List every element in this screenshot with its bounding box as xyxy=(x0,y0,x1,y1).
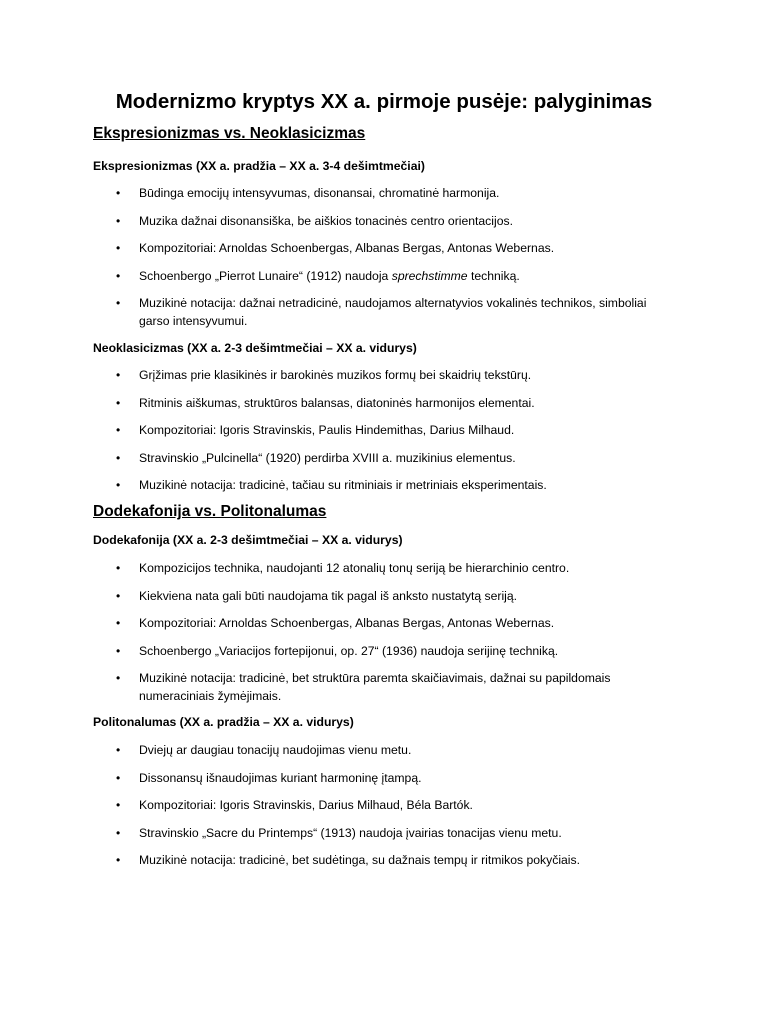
list-item-text: Muzikinė notacija: dažnai netradicinė, naudojamos alternatyvios vokalinės technikos, simboliai garso intensyvumui. xyxy=(139,296,647,328)
bullet-icon: • xyxy=(116,186,121,200)
list-item xyxy=(0,239,649,257)
list-item-text: Kompozicijos technika, naudojanti 12 atonalių tonų seriją be hierarchinio centro. xyxy=(139,561,570,575)
bullet-icon: • xyxy=(116,561,121,575)
list-item xyxy=(0,614,649,632)
list-item-text: Muzikinė notacija: tradicinė, bet sudėtinga, su dažnais tempų ir ritmikos pokyčiais. xyxy=(139,853,580,867)
list-item xyxy=(0,669,649,705)
bullet-icon: • xyxy=(116,423,121,437)
list-item xyxy=(0,294,649,330)
bullet-icon: • xyxy=(116,853,121,867)
list-item xyxy=(0,449,649,467)
list-item xyxy=(0,824,649,842)
section-heading-dodecaphony-vs-polytonality: Dodekafonija vs. Politonalumas xyxy=(93,503,327,520)
subsection-heading-expressionism: Ekspresionizmas (XX a. pradžia – XX a. 3-4 dešimtmečiai) xyxy=(93,159,425,173)
bullet-icon: • xyxy=(116,825,121,840)
list-item-text: Kompozitoriai: Arnoldas Schoenbergas, Albanas Bergas, Antonas Webernas. xyxy=(139,616,555,630)
bullet-icon: • xyxy=(116,368,121,382)
list-item-text: Kompozitoriai: Igoris Stravinskis, Darius Milhaud, Béla Bartók. xyxy=(139,798,473,812)
list-item-text: Dissonansų išnaudojimas kuriant harmoninę įtampą. xyxy=(139,770,422,785)
bullet-icon: • xyxy=(116,296,121,310)
list-item xyxy=(0,212,649,230)
bullet-icon: • xyxy=(116,588,121,603)
bullet-icon: • xyxy=(116,770,121,785)
list-item xyxy=(0,421,649,439)
bullet-icon: • xyxy=(116,643,121,658)
bullet-icon: • xyxy=(116,743,121,757)
list-item-text: Kompozitoriai: Igoris Stravinskis, Paulis Hindemithas, Darius Milhaud. xyxy=(139,423,515,437)
bullet-icon: • xyxy=(116,798,121,812)
list-item-text: Ritminis aiškumas, struktūros balansas, diatoninės harmonijos elementai. xyxy=(139,395,535,410)
bullet-icon: • xyxy=(116,671,121,685)
list-item xyxy=(0,796,649,814)
list-item xyxy=(0,267,649,285)
list-item-text-before: Schoenbergo „Pierrot Lunaire“ (1912) naudoja xyxy=(139,268,392,283)
list-item xyxy=(0,587,649,605)
section-heading-expressionism-vs-neoclassicism: Ekspresionizmas vs. Neoklasicizmas xyxy=(93,125,366,142)
dodecaphony-bullet-list xyxy=(0,559,768,705)
bullet-icon: • xyxy=(116,213,121,228)
list-item-text: Stravinskio „Pulcinella“ (1920) perdirba XVIII a. muzikinius elementus. xyxy=(139,450,516,465)
polytonality-bullet-list xyxy=(0,741,768,869)
list-item-text-after: techniką. xyxy=(467,268,520,283)
list-item xyxy=(0,184,649,202)
subsection-heading-polytonality: Politonalumas (XX a. pradžia – XX a. vidurys) xyxy=(93,715,354,729)
subsection-heading-neoclassicism: Neoklasicizmas (XX a. 2-3 dešimtmečiai – XX a. vidurys) xyxy=(93,341,417,355)
emphasis-term: sprechstimme xyxy=(391,268,468,283)
list-item xyxy=(0,642,649,660)
expressionism-bullet-list xyxy=(0,184,768,330)
subsection-heading-dodecaphony: Dodekafonija (XX a. 2-3 dešimtmečiai – XX a. vidurys) xyxy=(93,533,403,547)
list-item-text: Būdinga emocijų intensyvumas, disonansai, chromatinė harmonija. xyxy=(139,186,500,200)
list-item-text: Grįžimas prie klasikinės ir barokinės muzikos formų bei skaidrių tekstūrų. xyxy=(139,368,532,382)
list-item xyxy=(0,851,649,869)
bullet-icon: • xyxy=(116,241,121,255)
list-item-text: Muzikinė notacija: tradicinė, bet struktūra paremta skaičiavimais, dažnai su papildomais numeraciniais žymėjimais. xyxy=(139,671,611,703)
list-item-text: Schoenbergo „Variacijos fortepijonui, op. 27“ (1936) naudoja serijinę techniką. xyxy=(139,643,559,658)
list-item xyxy=(0,559,649,577)
bullet-icon: • xyxy=(116,450,121,465)
list-item-text: Muzikinė notacija: tradicinė, tačiau su ritminiais ir metriniais eksperimentais. xyxy=(139,478,547,492)
list-item-text: Stravinskio „Sacre du Printemps“ (1913) naudoja įvairias tonacijas vienu metu. xyxy=(139,825,562,840)
list-item xyxy=(0,366,649,384)
list-item xyxy=(0,769,649,787)
list-item xyxy=(0,741,649,759)
bullet-icon: • xyxy=(116,395,121,410)
bullet-icon: • xyxy=(116,478,121,492)
list-item-text: Kiekviena nata gali būti naudojama tik pagal iš anksto nustatytą seriją. xyxy=(139,588,518,603)
list-item-text: Muzika dažnai disonansiška, be aiškios tonacinės centro orientacijos. xyxy=(139,213,513,228)
list-item-text: Dviejų ar daugiau tonacijų naudojimas vienu metu. xyxy=(139,743,412,757)
document-title: Modernizmo kryptys XX a. pirmoje pusėje: palyginimas xyxy=(115,90,653,113)
bullet-icon: • xyxy=(116,616,121,630)
list-item-text: Kompozitoriai: Arnoldas Schoenbergas, Albanas Bergas, Antonas Webernas. xyxy=(139,241,555,255)
list-item xyxy=(0,394,649,412)
bullet-icon: • xyxy=(116,268,121,283)
list-item xyxy=(0,476,649,494)
neoclassicism-bullet-list xyxy=(0,366,768,494)
